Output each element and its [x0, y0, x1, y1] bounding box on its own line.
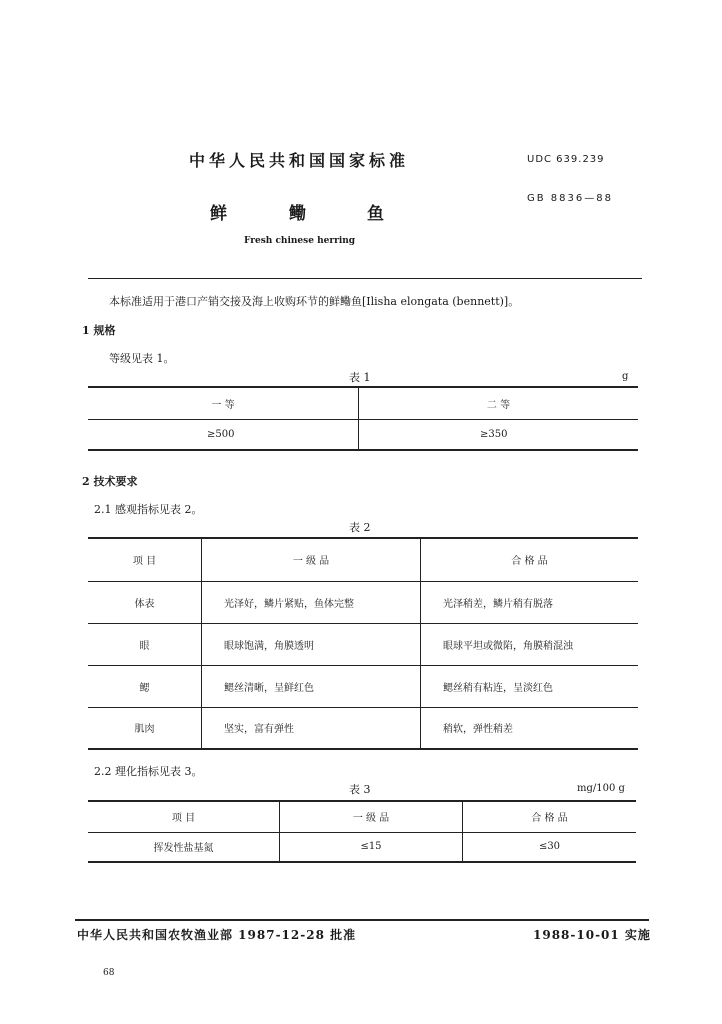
table-2-first-grade-cell: 坚实，富有弹性 [202, 707, 421, 749]
table-row [88, 623, 638, 665]
footer-divider [75, 919, 649, 921]
section-2-2-text: 2.2 理化指标见表 3。 [94, 765, 203, 778]
header-divider [88, 278, 642, 279]
table-3-unit: mg/100 g [577, 783, 625, 794]
table-2-title: 表 2 [349, 521, 371, 534]
section-1-heading: 1 规格 [82, 324, 116, 337]
table-2-qualified-cell: 稍软，弹性稍差 [443, 724, 513, 736]
table-2-item-cell: 眼 [88, 623, 202, 665]
table-2-item-cell: 体表 [88, 581, 202, 623]
table-2-header-row [88, 538, 638, 581]
title-char-2: 鳓 [289, 204, 306, 224]
table-2-first-grade-cell: 鳃丝清晰，呈鲜红色 [202, 665, 421, 707]
table-2-qualified-cell: 光泽稍差，鳞片稍有脱落 [443, 598, 553, 610]
table-1-title: 表 1 [349, 371, 371, 384]
table-1-header-row [88, 387, 638, 419]
table-1-header-grade-2: 二 等 [486, 399, 511, 411]
scope-paragraph: 本标准适用于港口产销交接及海上收购环节的鲜鳓鱼[Ilisha elongata (bennett)]。 [109, 295, 520, 308]
english-title: Fresh chinese herring [244, 236, 356, 246]
table-row [88, 707, 638, 749]
table-3-first-grade-cell: ≤15 [280, 832, 463, 862]
table-row [88, 665, 638, 707]
table-1-value-grade-2: ≥350 [480, 428, 508, 440]
table-3-header-qualified: 合 格 品 [531, 813, 568, 825]
table-3-title: 表 3 [349, 783, 371, 796]
table-1-header-grade-1: 一 等 [88, 387, 359, 419]
table-3-header-first-grade: 一 级 品 [280, 801, 463, 832]
gb-code: GB 8836—88 [527, 193, 613, 204]
table-3-qualified-cell: ≤30 [538, 841, 561, 853]
title-char-1: 鲜 [210, 204, 227, 224]
table-row [88, 832, 636, 862]
table-2-header-item: 项 目 [88, 538, 202, 581]
table-2-qualified-cell: 眼球平坦或微陷，角膜稍混浊 [443, 640, 573, 652]
table-2-qualified-cell: 鳃丝稍有粘连，呈淡红色 [443, 682, 553, 694]
udc-code: UDC 639.239 [527, 154, 605, 165]
table-2-item-cell: 肌肉 [88, 707, 202, 749]
table-3 [88, 800, 636, 863]
table-2-first-grade-cell: 眼球饱满，角膜透明 [202, 623, 421, 665]
section-2-1-text: 2.1 感观指标见表 2。 [94, 503, 203, 516]
table-3-header-row [88, 801, 636, 832]
table-1-value-row [88, 419, 638, 450]
table-2-first-grade-cell: 光泽好，鳞片紧贴，鱼体完整 [202, 581, 421, 623]
implementation-date: 1988-10-01 实施 [533, 928, 651, 942]
table-1-value-grade-1: ≥500 [88, 419, 359, 450]
section-1-text: 等级见表 1。 [109, 352, 175, 365]
table-2-item-cell: 鳃 [88, 665, 202, 707]
table-3-header-item: 项 目 [88, 801, 280, 832]
table-row [88, 581, 638, 623]
table-3-item-cell: 挥发性盐基氮 [88, 832, 280, 862]
section-2-heading: 2 技术要求 [82, 475, 138, 488]
approval-line: 中华人民共和国农牧渔业部 1987-12-28 批准 [77, 928, 357, 942]
table-2-header-first-grade: 一 级 品 [202, 538, 421, 581]
standard-org-title: 中华人民共和国国家标准 [189, 151, 410, 170]
table-1-unit: g [622, 371, 629, 382]
page-number: 68 [103, 968, 115, 978]
table-2-header-qualified: 合 格 品 [511, 556, 548, 568]
table-1 [88, 386, 638, 451]
table-2 [88, 537, 638, 750]
title-char-3: 鱼 [367, 204, 384, 224]
